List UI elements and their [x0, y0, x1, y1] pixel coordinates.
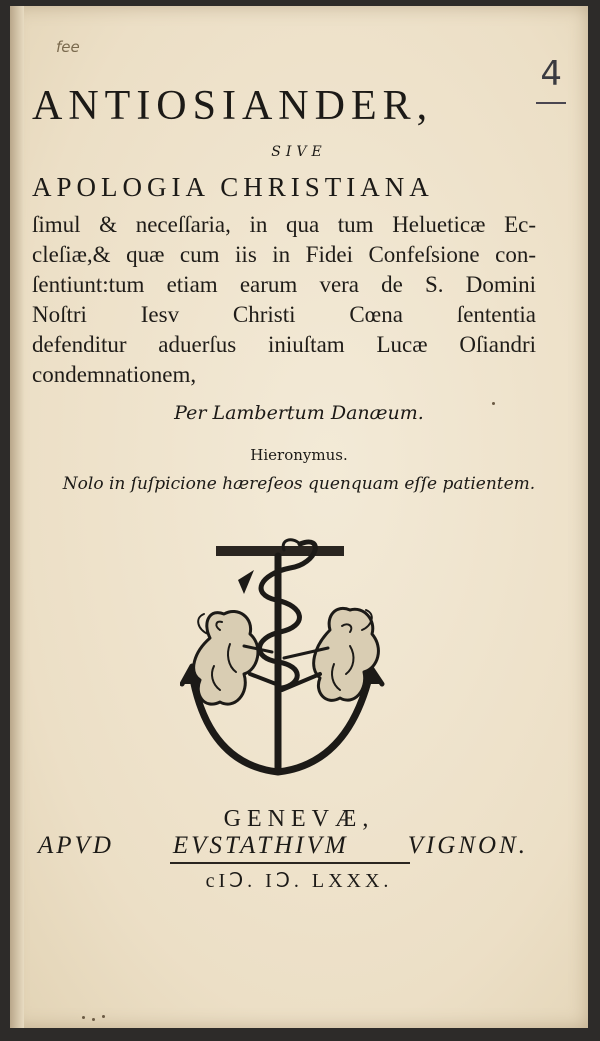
title-page [10, 6, 588, 1028]
subtitle-line-4: Noſtri Iesv Christi Cœna ſententia [32, 302, 536, 327]
sive-connector: SIVE [271, 144, 327, 160]
subtitle-line-2: cleſiæ,& quæ cum iis in Fidei Confeſsione con- [32, 242, 536, 267]
epigraph-source: Hieronymus. [250, 446, 348, 464]
subtitle-line-1: ſimul & neceſſaria, in qua tum Helueticæ Ec- [32, 212, 536, 237]
paper-fleck [492, 402, 495, 405]
page-number: 4 [540, 54, 562, 94]
anchor-serpent-printer-mark-icon [180, 534, 400, 784]
paper-fleck [82, 1016, 85, 1019]
subtitle-line-5: defenditur aduerſus iniuſtam Lucæ Oſiandri [32, 332, 536, 357]
epigraph-quote: Nolo in ſuſpicione hæreſeos quenquam eſſe patientem. [62, 474, 536, 494]
author-line: Per Lambertum Danæum. [174, 402, 424, 424]
subtitle-line-6: condemnationem, [32, 362, 197, 387]
manuscript-note: fee [56, 38, 80, 56]
imprint-rule [170, 862, 410, 864]
paper-fleck [102, 1015, 105, 1018]
subtitle-heading: APOLOGIA CHRISTIANA [32, 172, 434, 202]
paper-fleck [92, 1018, 95, 1021]
imprint-printer: APVD EVSTATHIVM VIGNON. [38, 832, 528, 859]
imprint-date: cIↃ. IↃ. LXXX. [205, 870, 393, 892]
imprint-place: GENEVÆ, [223, 806, 375, 832]
subtitle-line-3: ſentiunt:tum etiam earum vera de S. Domini [32, 272, 536, 297]
page-number-dash [536, 102, 566, 104]
book-title: ANTIOSIANDER, [32, 83, 434, 129]
